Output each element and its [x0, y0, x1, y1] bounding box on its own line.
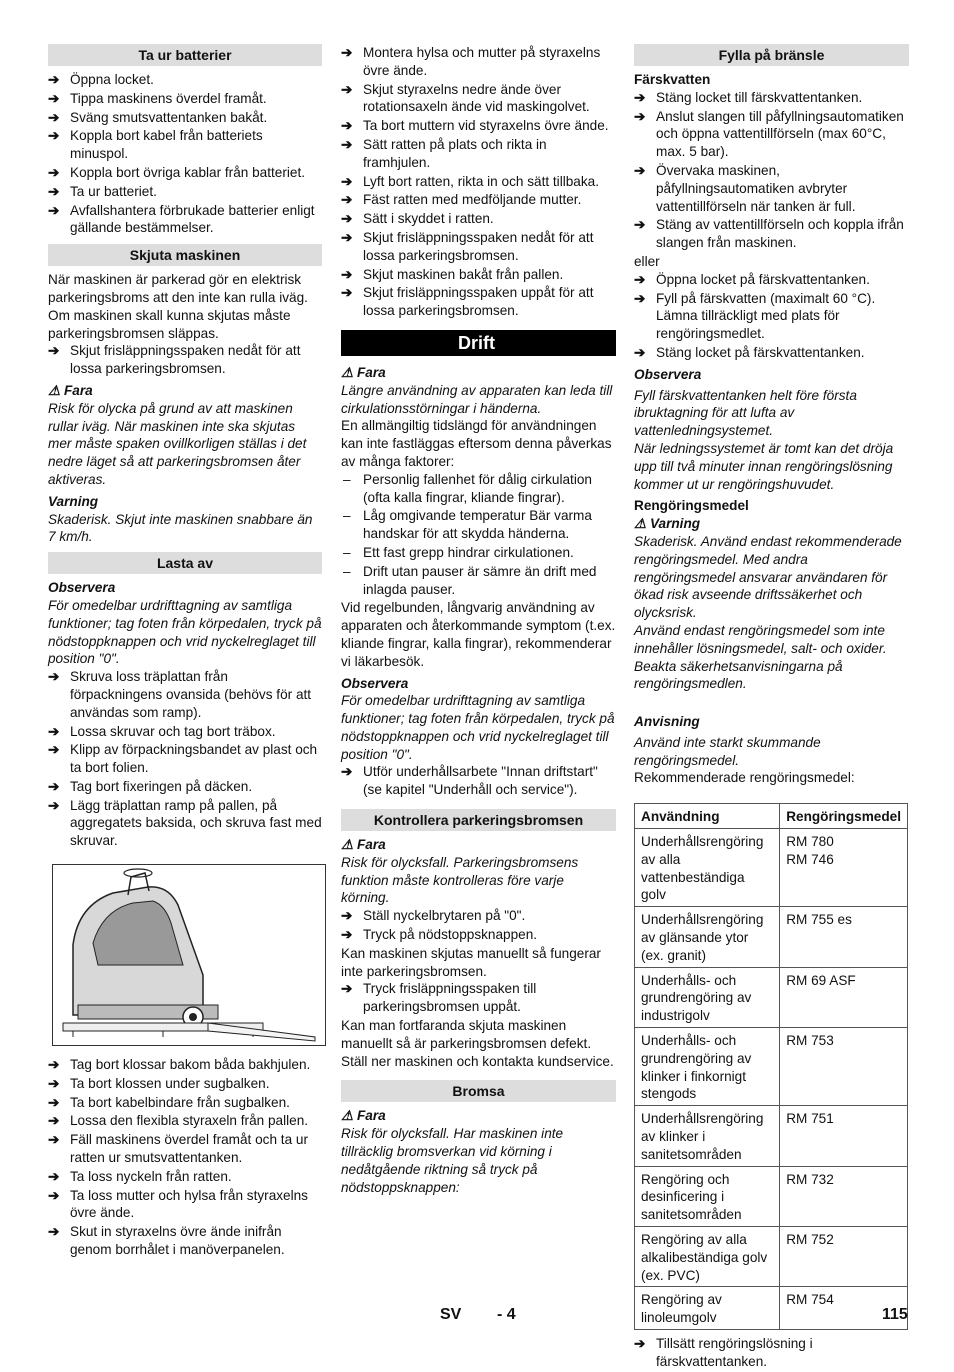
table-cell-detergent: RM 751: [780, 1106, 908, 1166]
warning-triangle-icon: ⚠: [341, 837, 354, 853]
arrow-icon: ➔: [341, 173, 353, 189]
dash-bullet-icon: –: [343, 563, 351, 579]
warning-label: ⚠ Varning: [634, 516, 701, 532]
arrow-icon: ➔: [341, 229, 353, 245]
hint-text: Använd inte starkt skummande rengöringsmedel.: [634, 734, 821, 768]
subheading-fresh-water: Färskvatten: [634, 72, 711, 87]
arrow-icon: ➔: [48, 669, 60, 685]
unload-observe-text: För omedelbar urdrifttagning av samtliga funktioner; tag foten från körpedalen, tryck på nödstoppknappen och vrid nyckelreglaget till position "0".: [48, 597, 322, 667]
list-item: ➔ Ta bort kabelbindare från sugbalken.: [48, 1094, 290, 1110]
hint-label: Anvisning: [634, 714, 700, 730]
subheading-detergent: Rengöringsmedel: [634, 498, 749, 514]
list-item: ➔ Sätt i skyddet i ratten.: [341, 211, 494, 227]
list-item: ➔ Ta bort muttern vid styraxelns övre ände.: [341, 118, 609, 134]
arrow-icon: ➔: [48, 1094, 60, 1110]
list-item: ➔ Öppna locket på färskvattentanken.: [634, 271, 870, 287]
list-item: ➔ Sväng smutsvattentanken bakåt.: [48, 109, 268, 125]
list-item: – Drift utan pauser är sämre än drift med inlagda pauser.: [343, 563, 597, 597]
arrow-icon: ➔: [341, 927, 353, 943]
check-text: Kan maskinen skjutas manuellt så fungerar inte parkeringsbromsen.: [341, 945, 601, 979]
section-heading-fuel: Fylla på bränsle: [634, 44, 909, 66]
list-item: ➔ Skjut frisläppningsspaken nedåt för att lossa parkeringsbromsen.: [341, 229, 594, 263]
arrow-icon: ➔: [48, 109, 60, 125]
arrow-icon: ➔: [634, 162, 646, 178]
section-heading-brake: Bromsa: [341, 1080, 616, 1102]
table-cell-usage: Rengöring och desinficering i sanitetsområden: [635, 1166, 780, 1226]
drift-danger-text: Längre användning av apparaten kan leda till cirkulationsstörningar i händerna.: [341, 382, 613, 416]
section-heading-batteries: Ta ur batterier: [48, 44, 322, 66]
column-2: [341, 44, 616, 1196]
arrow-icon: ➔: [48, 90, 60, 106]
list-item: ➔ Fyll på färskvatten (maximalt 60 °C). Lämna tillräckligt med plats för rengöringsmedlet.: [634, 290, 876, 342]
section-heading-check-brake: Kontrollera parkeringsbromsen: [341, 809, 616, 831]
table-cell-usage: Underhållsrengöring av klinker i sanitetsområden: [635, 1106, 780, 1166]
footer-language: SV: [440, 1306, 462, 1323]
danger-label: ⚠ Fara: [341, 364, 386, 380]
table-cell-usage: Underhålls- och grundrengöring av industrigolv: [635, 967, 780, 1027]
drift-step: ➔ Utför underhållsarbete "Innan driftstart" (se kapitel "Underhåll och service").: [341, 764, 598, 798]
list-item: ➔ Skjut maskinen bakåt från pallen.: [341, 266, 564, 282]
arrow-icon: ➔: [634, 89, 646, 105]
page-number: 115: [882, 1306, 908, 1323]
arrow-icon: ➔: [48, 778, 60, 794]
list-item: ➔ Ställ nyckelbrytaren på "0".: [341, 908, 526, 924]
table-cell-detergent: RM 753: [780, 1028, 908, 1106]
list-item: – Låg omgivande temperatur Bär varma handskar för att skydda händerna.: [343, 508, 592, 542]
arrow-icon: ➔: [48, 1075, 60, 1091]
list-item: ➔ Skut in styraxelns övre ände inifrån genom borrhålet i manöverpanelen.: [48, 1224, 285, 1258]
table-header-usage: Användning: [635, 804, 780, 829]
table-row: [635, 907, 908, 967]
unload-steps-2: [48, 1056, 322, 1259]
list-item: ➔ Skruva loss träplattan från förpackningens ovansida (behövs för att användas som ramp).: [48, 669, 312, 720]
list-item: – Ett fast grepp hindrar cirkulationen.: [343, 544, 574, 560]
section-heading-push: Skjuta maskinen: [48, 244, 322, 266]
footer-section: - 4: [497, 1306, 516, 1323]
table-cell-detergent: RM 752: [780, 1227, 908, 1287]
list-item: ➔ Sätt ratten på plats och rikta in framhjulen.: [341, 136, 547, 170]
warning-triangle-icon: ⚠: [341, 1108, 354, 1124]
table-cell-usage: Underhållsrengöring av alla vattenbeständiga golv: [635, 829, 780, 907]
arrow-icon: ➔: [48, 72, 60, 87]
table-header-row: [635, 804, 908, 829]
check-text-2: Kan man fortfaranda skjuta maskinen manuellt så är parkeringsbromsen defekt. Ställ ner maskinen och kontakta kundservice.: [341, 1018, 614, 1069]
detergent-warning-1: Skaderisk. Använd endast rekommenderade rengöringsmedel. Med andra rengöringsmedel ansvarar användaren för ökad risk avseende driftssäkerhet och olycksrisk.: [634, 533, 902, 621]
list-item: ➔ Ta bort klossen under sugbalken.: [48, 1075, 270, 1091]
arrow-icon: ➔: [48, 1224, 60, 1240]
list-item: ➔ Stäng locket på färskvattentanken.: [634, 344, 865, 360]
arrow-icon: ➔: [634, 108, 646, 124]
list-item: ➔ Lägg träplattan ramp på pallen, på aggregatets baksida, och skruva fast med skruvar.: [48, 797, 322, 849]
arrow-icon: ➔: [634, 1336, 646, 1351]
table-row: [635, 829, 908, 907]
unload-steps: [48, 668, 322, 850]
list-item: ➔ Fäst ratten med medföljande mutter.: [341, 192, 582, 208]
list-item: ➔ Koppla bort övriga kablar från batteriet.: [48, 164, 306, 180]
machine-on-pallet-illustration: [52, 864, 326, 1046]
column-3: [634, 44, 909, 1372]
table-row: [635, 1028, 908, 1106]
list-item: ➔ Skjut styraxelns nedre ände över rotationsaxeln ände vid maskingolvet.: [341, 81, 590, 115]
list-item: ➔ Koppla bort kabel från batteriets minuspol.: [48, 128, 263, 162]
push-warning-text: Skaderisk. Skjut inte maskinen snabbare än 7 km/h.: [48, 511, 313, 545]
list-item: ➔ Lyft bort ratten, rikta in och sätt tillbaka.: [341, 173, 599, 189]
fresh-water-steps-2: [634, 271, 909, 362]
arrow-icon: ➔: [341, 266, 353, 282]
table-row: [635, 1166, 908, 1226]
drift-text-2: Vid regelbunden, långvarig användning av apparaten och återkommande symptom (t.ex. kliande fingrar, kalla fingrar), rekommenderar vi läkarbesök.: [341, 600, 616, 669]
list-item: ➔ Öppna locket.: [48, 72, 154, 87]
warning-triangle-icon: ⚠: [48, 382, 61, 398]
danger-label: ⚠ Fara: [341, 1108, 386, 1124]
danger-label: ⚠ Fara: [341, 837, 386, 853]
arrow-icon: ➔: [634, 271, 646, 287]
list-item: ➔ Skjut frisläppningsspaken uppåt för att lossa parkeringsbromsen.: [341, 285, 594, 319]
list-item: ➔ Tag bort fixeringen på däcken.: [48, 778, 253, 794]
drift-observe-text: För omedelbar urdrifttagning av samtliga funktioner; tag foten från körpedalen, tryck på nödstoppknappen och vrid nyckelreglaget till position "0".: [341, 693, 615, 762]
fresh-observe-2: När ledningssystemet är tomt kan det dröja upp till två minuter innan rengöringslösning kommer ut ur rengöringshuvudet.: [634, 440, 894, 492]
list-item: ➔ Tryck på nödstoppsknappen.: [341, 927, 538, 943]
detergent-warning-2: Använd endast rengöringsmedel som inte innehåller lösningsmedel, salt- och oxider. Beakta säkerhetsanvisningarna på rengöringsmedlen.: [634, 622, 887, 692]
dash-bullet-icon: –: [343, 471, 351, 487]
list-item: ➔ Övervaka maskinen, påfyllningsautomatiken avbryter vattentillförseln när tanken är full.: [634, 162, 856, 214]
table-cell-detergent: RM 732: [780, 1166, 908, 1226]
arrow-icon: ➔: [341, 981, 353, 997]
list-item: ➔ Ta ur batteriet.: [48, 183, 157, 199]
arrow-icon: ➔: [634, 217, 646, 233]
list-item: – Personlig fallenhet för dålig cirkulation (ofta kalla fingrar, kliande fingrar).: [343, 471, 592, 505]
arrow-icon: ➔: [341, 764, 353, 780]
batteries-steps: [48, 71, 322, 237]
observe-label: Observera: [341, 675, 409, 691]
arrow-icon: ➔: [341, 45, 353, 60]
table-cell-usage: Underhållsrengöring av glänsande ytor (ex. granit): [635, 907, 780, 967]
arrow-icon: ➔: [341, 118, 353, 134]
danger-label: ⚠ Fara: [48, 382, 93, 398]
steering-steps: [341, 44, 616, 320]
list-item: ➔ Klipp av förpackningsbandet av plast och ta bort folien.: [48, 742, 318, 776]
scrubber-drawing: [53, 865, 325, 1045]
arrow-icon: ➔: [634, 290, 646, 306]
list-item: ➔ Tag bort klossar bakom båda bakhjulen.: [48, 1057, 311, 1073]
list-item: ➔ Lossa den flexibla styraxeln från pallen.: [48, 1113, 309, 1129]
arrow-icon: ➔: [48, 164, 60, 180]
push-text: När maskinen är parkerad gör en elektrisk parkeringsbroms att den inte kan rulla iväg. Om maskinen skall kunna skjutas måste parkeringsbromsen släppas.: [48, 272, 308, 341]
table-cell-detergent: RM 69 ASF: [780, 967, 908, 1027]
detergent-table: [634, 803, 908, 1330]
arrow-icon: ➔: [341, 192, 353, 208]
arrow-icon: ➔: [48, 1187, 60, 1203]
arrow-icon: ➔: [341, 211, 353, 227]
arrow-icon: ➔: [48, 1113, 60, 1129]
list-item: ➔ Anslut slangen till påfyllningsautomatiken och öppna vattentillförseln (max 60°C, max. 5 bar).: [634, 108, 904, 160]
warning-label: Varning: [48, 493, 99, 509]
table-row: [635, 1227, 908, 1287]
list-item: ➔ Stäng av vattentillförseln och koppla ifrån slangen från maskinen.: [634, 217, 904, 251]
arrow-icon: ➔: [341, 81, 353, 97]
fresh-observe-1: Fyll färskvattentanken helt före första ibruktagning för att lufta av vattenledningsystemet.: [634, 387, 857, 439]
table-cell-usage: Rengöring av linoleumgolv: [635, 1287, 780, 1330]
recommended-label: Rekommenderade rengöringsmedel:: [634, 770, 855, 786]
check-step-2: ➔ Tryck frisläppningsspaken till parkeringsbromsen uppåt.: [341, 981, 537, 1015]
table-cell-detergent: RM 755 es: [780, 907, 908, 967]
table-cell-detergent: RM 780 RM 746: [780, 829, 908, 907]
push-danger-text: Risk för olycka på grund av att maskinen rullar iväg. När maskinen inte ska skjutas mer måste spaken ovillkorligen ställas i det nedre läget så att parkeringsbromsen åter aktiveras.: [48, 400, 307, 487]
drift-text: En allmängiltig tidslängd för användningen kan inte fastläggas eftersom denna påverkas av många faktorer:: [341, 418, 612, 469]
table-cell-usage: Rengöring av alla alkalibeständiga golv (ex. PVC): [635, 1227, 780, 1287]
warning-triangle-icon: ⚠: [341, 364, 354, 380]
observe-label: Observera: [634, 366, 702, 382]
arrow-icon: ➔: [634, 344, 646, 360]
table-row: [635, 1106, 908, 1166]
check-danger-text: Risk för olycksfall. Parkeringsbromsens funktion måste kontrolleras före varje körning.: [341, 854, 579, 906]
dash-bullet-icon: –: [343, 544, 351, 560]
arrow-icon: ➔: [48, 1168, 60, 1184]
observe-label: Observera: [48, 580, 116, 596]
brake-danger-text: Risk för olycksfall. Har maskinen inte tillräcklig bromsverkan vid körning i nedåtgående riktning så tryck på nödstoppsknappen:: [341, 1126, 564, 1195]
table-row: [635, 1287, 908, 1330]
arrow-icon: ➔: [48, 202, 60, 218]
arrow-icon: ➔: [341, 908, 353, 924]
list-item: ➔ Stäng locket till färskvattentanken.: [634, 89, 863, 105]
table-cell-usage: Underhålls- och grundrengöring av klinker i finkornigt stengods: [635, 1028, 780, 1106]
arrow-icon: ➔: [48, 183, 60, 199]
list-item: ➔ Fäll maskinens överdel framåt och ta ur ratten ur smutsvattentanken.: [48, 1132, 308, 1166]
arrow-icon: ➔: [48, 797, 60, 813]
arrow-icon: ➔: [341, 136, 353, 152]
arrow-icon: ➔: [48, 343, 60, 359]
list-item: ➔ Montera hylsa och mutter på styraxelns övre ände.: [341, 45, 601, 78]
column-1: [48, 44, 322, 1260]
list-item: ➔ Avfallshantera förbrukade batterier enligt gällande bestämmelser.: [48, 202, 315, 236]
arrow-icon: ➔: [48, 1132, 60, 1148]
table-row: [635, 967, 908, 1027]
list-item: ➔ Ta loss mutter och hylsa från styraxelns övre ände.: [48, 1187, 308, 1221]
dash-bullet-icon: –: [343, 508, 351, 524]
final-step: ➔ Tillsätt rengöringslösning i färskvattentanken.: [634, 1336, 813, 1369]
drift-factors: [341, 471, 616, 599]
list-item: ➔ Ta loss nyckeln från ratten.: [48, 1168, 232, 1184]
check-steps: [341, 907, 616, 944]
or-text: eller: [634, 253, 660, 269]
warning-triangle-icon: ⚠: [634, 516, 647, 532]
list-item: ➔ Lossa skruvar och tag bort träbox.: [48, 723, 276, 739]
arrow-icon: ➔: [48, 1057, 60, 1073]
fresh-water-steps: [634, 89, 909, 252]
arrow-icon: ➔: [341, 285, 353, 301]
arrow-icon: ➔: [48, 723, 60, 739]
chapter-heading-drift: Drift: [341, 330, 616, 356]
arrow-icon: ➔: [48, 128, 60, 144]
arrow-icon: ➔: [48, 742, 60, 758]
list-item: ➔ Tippa maskinens överdel framåt.: [48, 90, 267, 106]
push-step: ➔ Skjut frisläppningsspaken nedåt för att lossa parkeringsbromsen.: [48, 343, 301, 377]
table-header-detergent: Rengöringsmedel: [780, 804, 908, 829]
section-heading-unload: Lasta av: [48, 552, 322, 574]
table-cell-detergent: RM 754: [780, 1287, 908, 1330]
